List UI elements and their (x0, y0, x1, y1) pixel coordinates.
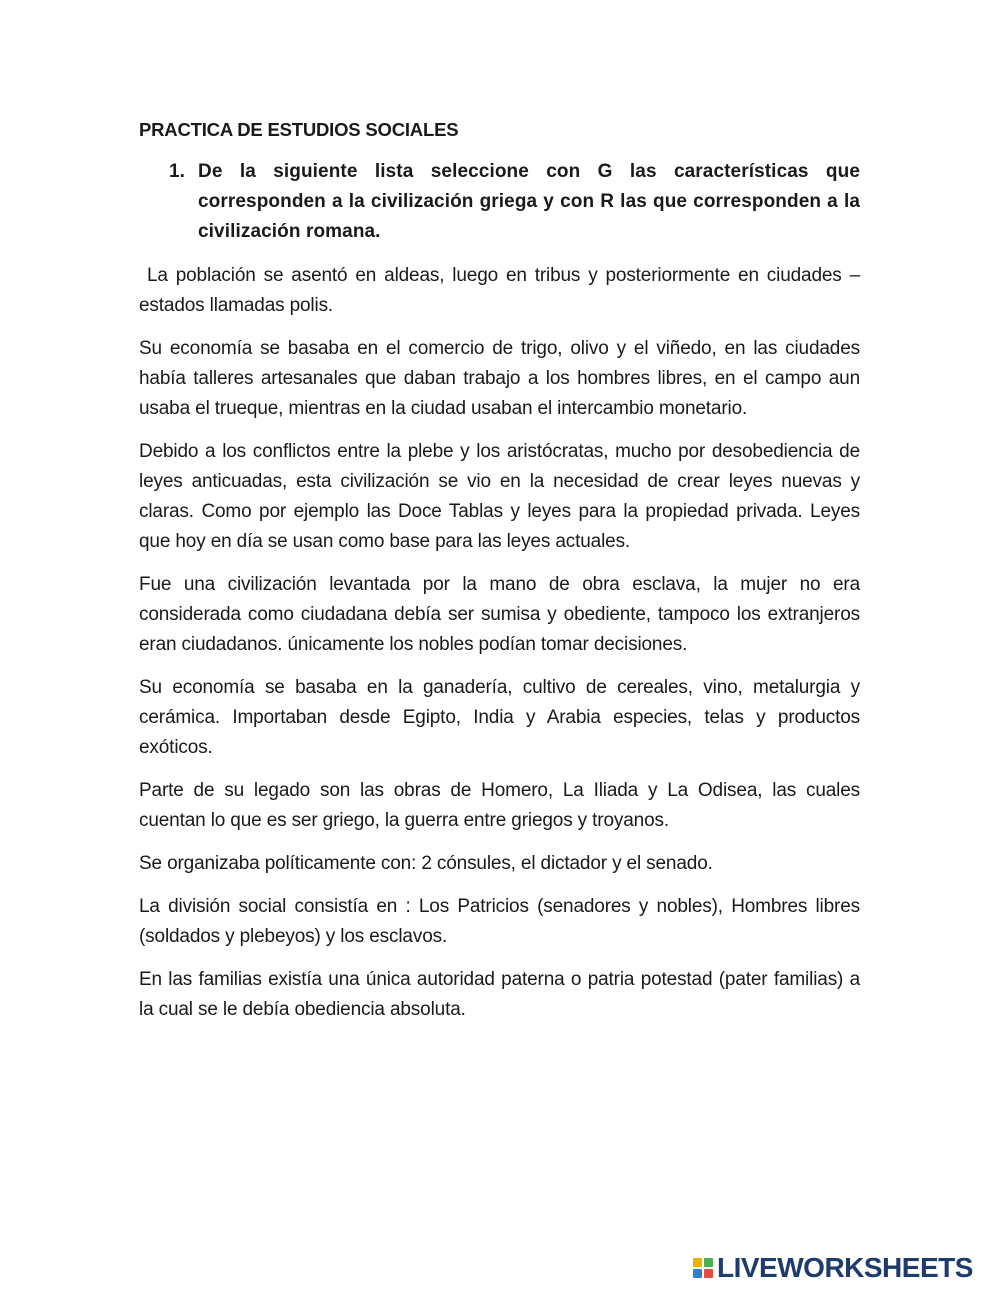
page-title: PRACTICA DE ESTUDIOS SOCIALES (139, 119, 459, 140)
statement-6: Parte de su legado son las obras de Homero, La Iliada y La Odisea, las cuales cuentan lo que es ser griego, la guerra entre griegos y troyanos. (139, 780, 860, 831)
statement-7: Se organizaba políticamente con: 2 cónsules, el dictador y el senado. (139, 853, 713, 874)
statement-2: Su economía se basaba en el comercio de trigo, olivo y el viñedo, en las ciudades había talleres artesanales que daban trabajo a los hombres libres, en el campo aun usaba el trueque, mientras en la ciudad usaban el intercambio monetario. (139, 338, 860, 419)
statement-3: Debido a los conflictos entre la plebe y los aristócratas, mucho por desobediencia de leyes anticuadas, esta civilización se vio en la necesidad de crear leyes nuevas y claras. Como por ejemplo las Doce Tablas y leyes para la propiedad privada. Leyes que hoy en día se usan como base para las leyes actuales. (139, 441, 860, 552)
question-text: De la siguiente lista seleccione con G las características que corresponden a la civilización griega y con R las que corresponden a la civilización romana. (198, 161, 860, 242)
question-number: 1. (169, 161, 185, 182)
logo-block-2 (704, 1258, 713, 1267)
statement-9: En las familias existía una única autoridad paterna o patria potestad (pater familias) a la cual se le debía obediencia absoluta. (139, 969, 860, 1020)
statement-5: Su economía se basaba en la ganadería, cultivo de cereales, vino, metalurgia y cerámica. Importaban desde Egipto, India y Arabia especies, telas y productos exóticos. (139, 677, 860, 758)
logo-text: LIVEWORKSHEETS (717, 1252, 973, 1283)
worksheet-page (139, 117, 866, 1038)
statement-4: Fue una civilización levantada por la mano de obra esclava, la mujer no era considerada como ciudadana debía ser sumisa y obediente, tampoco los extranjeros eran ciudadanos. únicamente los nobles podían tomar decisiones. (139, 574, 860, 655)
logo-block-4 (704, 1269, 713, 1278)
logo-block-3 (693, 1269, 702, 1278)
logo-blocks-icon (693, 1258, 713, 1278)
statement-8: La división social consistía en : Los Patricios (senadores y nobles), Hombres libres (soldados y plebeyos) y los esclavos. (139, 896, 860, 947)
question-1 (169, 157, 860, 247)
liveworksheets-logo (693, 1253, 973, 1283)
logo-block-1 (693, 1258, 702, 1267)
statement-1: La población se asentó en aldeas, luego en tribus y posteriormente en ciudades – estados llamadas polis. (139, 265, 866, 316)
